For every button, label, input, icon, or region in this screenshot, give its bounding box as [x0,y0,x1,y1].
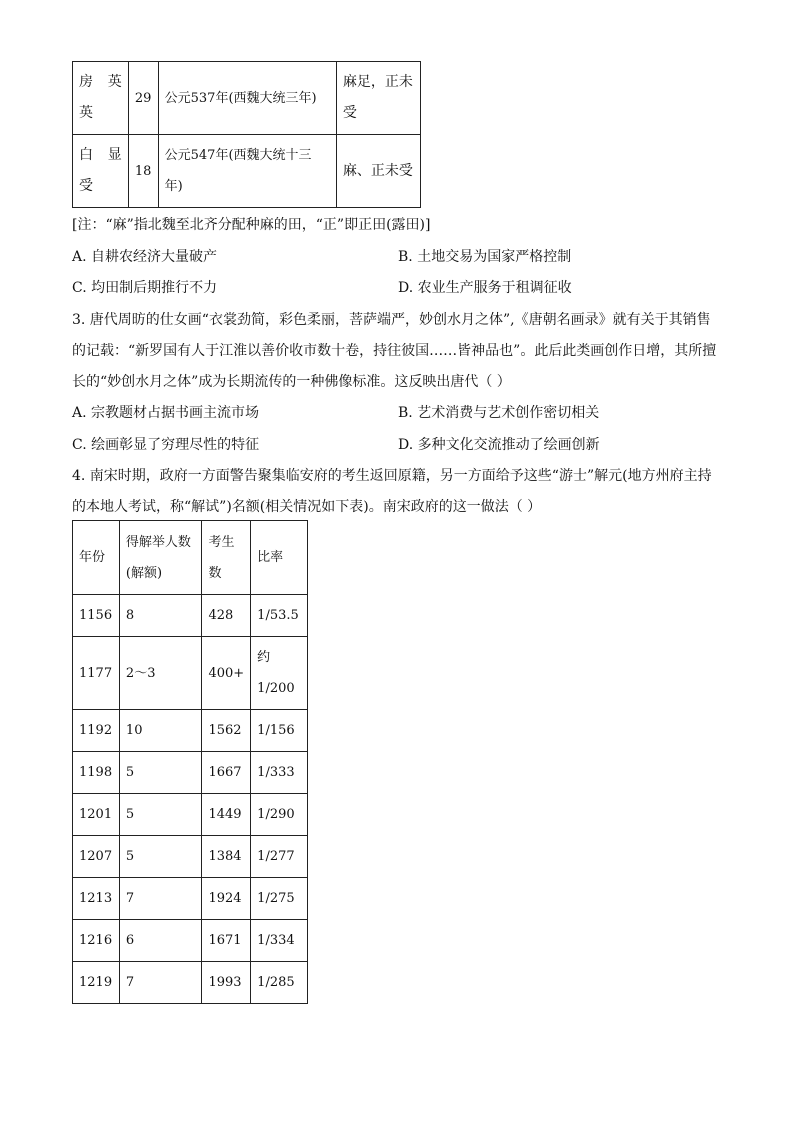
ratio-cell: 1/156 [251,710,308,752]
q3-stem-line: 的记载：“新罗国有人于江淮以善价收市数十卷，持往彼国……皆神品也”。此后此类画创作日增，其所擅 [72,343,717,359]
table-row [73,878,308,920]
date-cell [158,135,336,208]
year-cell: 1201 [73,794,120,836]
year-cell: 1156 [73,595,120,637]
q2-option-c[interactable]: C. 均田制后期推行不力 [72,280,218,296]
header-line: 数 [208,565,222,581]
table-row [73,637,308,710]
table-row [73,920,308,962]
land-status-cell [336,62,420,135]
year-cell: 1216 [73,920,120,962]
table-header-row [73,521,308,595]
examinee-cell: 1449 [202,794,251,836]
year-cell: 1207 [73,836,120,878]
age-cell: 18 [128,135,158,208]
header-line: (解额) [125,565,163,581]
examinee-cell: 1993 [202,962,251,1004]
ratio-cell: 1/334 [251,920,308,962]
table-note: [注：“麻”指北魏至北齐分配种麻的田，“正”即正田(露田)] [72,217,431,233]
examinee-cell: 1384 [202,836,251,878]
year-cell: 1198 [73,752,120,794]
examinee-cell: 1671 [202,920,251,962]
q3-option-b[interactable]: B. 艺术消费与艺术创作密切相关 [398,405,600,421]
quota-cell: 7 [119,962,202,1004]
quota-cell: 8 [119,595,202,637]
land-status-cell [336,135,420,208]
ratio-cell: 1/275 [251,878,308,920]
ratio-cell: 1/277 [251,836,308,878]
year-cell: 1219 [73,962,120,1004]
examinee-cell: 1667 [202,752,251,794]
date-cell [158,62,336,135]
quota-cell: 10 [119,710,202,752]
quota-cell: 7 [119,878,202,920]
quota-cell: 5 [119,836,202,878]
table-row [73,595,308,637]
year-cell: 1213 [73,878,120,920]
table-row [73,710,308,752]
quota-cell: 2～3 [119,637,202,710]
examinee-cell: 1562 [202,710,251,752]
land-record-table [72,61,421,208]
q3-stem-line: 长的“妙创水月之体”成为长期流传的一种佛像标准。这反映出唐代（ ） [72,374,511,390]
date-line: 公元537年(西魏大统三年) [164,90,317,106]
q4-stem-line: 4. 南宋时期，政府一方面警告聚集临安府的考生返回原籍，另一方面给予这些“游士”解元(地方州府主持 [72,468,712,484]
name-line: 白 显 [79,147,122,163]
ratio-cell: 1/333 [251,752,308,794]
table-row [73,962,308,1004]
q3-option-c[interactable]: C. 绘画彰显了穷理尽性的特征 [72,437,260,453]
header-year: 年份 [73,521,120,595]
table-row [73,62,421,135]
land-line: 麻、正未受 [342,162,413,179]
name-line: 受 [79,178,93,194]
q3-option-d[interactable]: D. 多种文化交流推动了绘画创新 [398,437,600,453]
date-line: 年) [164,179,183,194]
age-cell: 29 [128,62,158,135]
ratio-line: 1/200 [257,681,295,696]
table-row [73,836,308,878]
q3-option-a[interactable]: A. 宗教题材占据书画主流市场 [72,405,260,421]
examinee-cell: 1924 [202,878,251,920]
ratio-cell: 1/53.5 [251,595,308,637]
ratio-cell [251,637,308,710]
year-cell: 1177 [73,637,120,710]
header-line: 考生 [208,534,235,550]
q2-option-a[interactable]: A. 自耕农经济大量破产 [72,249,218,265]
q2-option-d[interactable]: D. 农业生产服务于租调征收 [398,280,572,296]
ratio-line: 约 [257,650,271,665]
ratio-cell: 1/285 [251,962,308,1004]
quota-cell: 5 [119,752,202,794]
quota-cell: 6 [119,920,202,962]
person-name-cell [73,135,129,208]
table-row [73,752,308,794]
table-row [73,135,421,208]
date-line: 公元547年(西魏大统十三 [164,148,312,163]
quota-cell: 5 [119,794,202,836]
q4-stem-line: 的本地人考试，称“解试”)名额(相关情况如下表)。南宋政府的这一做法（ ） [72,499,542,515]
land-line: 麻足，正未 [342,74,413,90]
year-cell: 1192 [73,710,120,752]
header-ratio: 比率 [251,521,308,595]
name-line: 英 [79,105,93,121]
header-examinees [202,521,251,595]
land-line: 受 [342,105,357,121]
examinee-cell: 428 [202,595,251,637]
q3-stem-line: 3. 唐代周昉的仕女画“衣裳劲简，彩色柔丽，菩萨端严，妙创水月之体”,《唐朝名画录》就有关于其销售 [72,312,711,328]
ratio-cell: 1/290 [251,794,308,836]
table-row [73,794,308,836]
header-line: 得解举人数 [125,534,191,550]
examinee-cell: 400+ [202,637,251,710]
person-name-cell [73,62,129,135]
exam-quota-table [72,520,308,1004]
header-quota [119,521,202,595]
q2-option-b[interactable]: B. 土地交易为国家严格控制 [398,249,572,265]
name-line: 房 英 [79,74,122,90]
